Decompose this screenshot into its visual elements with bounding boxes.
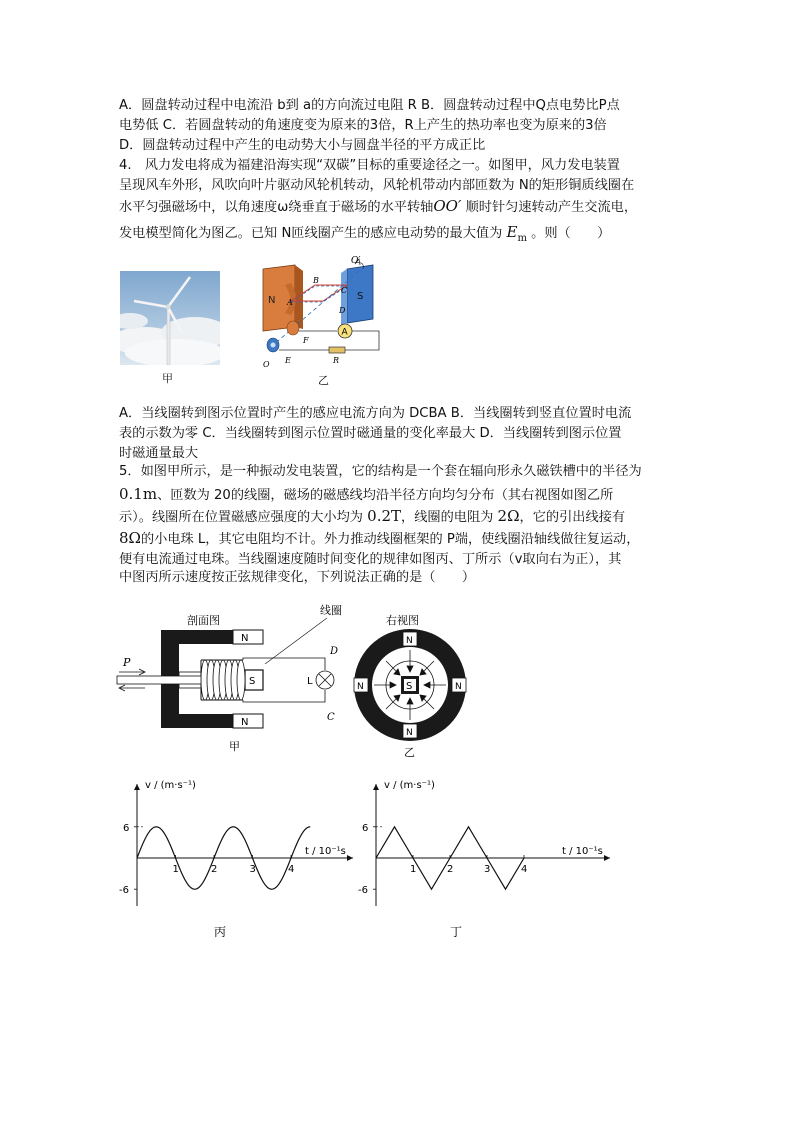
- x-tick-label: 2: [211, 864, 218, 875]
- x-axis-label: t / 10⁻¹s: [562, 846, 603, 857]
- magnet-n-bottom: N: [241, 717, 249, 728]
- x-tick-label: 3: [484, 864, 491, 875]
- y-tick-label: 6: [362, 822, 369, 834]
- velocity-chart-ding: [352, 780, 622, 950]
- q3-option-line-2: 电势低 C．若圆盘转动的角速度变为原来的3倍，R上产生的热功率也变为原来的3倍: [119, 118, 607, 133]
- chart-caption: 丙: [214, 925, 227, 939]
- magnet-s-label: S: [357, 291, 364, 302]
- axis-oo-prime: OO′: [433, 197, 462, 215]
- q4-option-line-1: A．当线圈转到图示位置时产生的感应电流方向为 DCBA B．当线圈转到竖直位置时电流: [119, 406, 632, 421]
- label-f: F: [303, 336, 309, 345]
- ring-n-left: N: [357, 682, 364, 692]
- ammeter-label: A: [341, 327, 348, 338]
- terminal-d: D: [330, 646, 339, 657]
- center-s-label: S: [406, 681, 413, 692]
- emf-max: $E_m$: [506, 223, 527, 244]
- fig-caption-jia-q5: 甲: [229, 740, 240, 753]
- q4-option-line-3: 时磁通量最大: [119, 446, 199, 461]
- magnet-n-top: N: [241, 633, 249, 644]
- q4-stem-line-2: 呈现风车外形，风吹向叶片驱动风轮机转动，风轮机带动内部匝数为 N的矩形铜质线圈在: [119, 178, 635, 193]
- magnet-s-center: S: [249, 676, 256, 687]
- q5-stem-line-5: 便有电流通过电珠。当线圈速度随时间变化的规律如图丙、丁所示（v取向右为正），其: [119, 552, 622, 567]
- x-tick-label: 3: [249, 864, 256, 875]
- vibration-generator-section: [115, 600, 355, 760]
- magnet-n-label: N: [268, 295, 276, 306]
- q3-option-line-1: A．圆盘转动过程中电流沿 b到 a的方向流过电阻 R B．圆盘转动过程中Q点电势比P点: [119, 98, 620, 113]
- q5-stem-line-4: 8Ω的小电珠 L，其它电阻均不计。外力推动线圈框架的 P端，使线圈沿轴线做往复运动，: [119, 529, 640, 547]
- velocity-chart-bing: [115, 780, 365, 950]
- fig-caption-yi-q5: 乙: [404, 746, 415, 759]
- y-axis-label: v / (m·s⁻¹): [145, 780, 196, 791]
- radial-magnet-right-view: [350, 610, 470, 760]
- resistor-r-label: R: [333, 356, 340, 365]
- x-tick-label: 4: [521, 864, 528, 875]
- label-e: E: [285, 356, 291, 365]
- q5-stem-line-2: 0.1m、匝数为 20的线圈，磁场的磁感线均沿半径方向均匀分布（其右视图如图乙所: [119, 485, 614, 503]
- label-o: O: [263, 360, 270, 369]
- coil-label-a: A: [287, 298, 293, 307]
- y-tick-label: -6: [119, 885, 129, 897]
- resistor-r: [329, 347, 345, 353]
- terminal-c: C: [327, 712, 335, 723]
- x-axis-arrow: [604, 855, 610, 861]
- coil-label-c: C: [341, 286, 348, 295]
- y-axis-label: v / (m·s⁻¹): [384, 780, 435, 791]
- q5-stem-line-1: 5．如图甲所示，是一种振动发电装置，它的结构是一个套在辐向形永久磁铁槽中的半径为: [119, 464, 642, 479]
- chart-caption: 丁: [450, 925, 463, 939]
- coil-callout-label: 线圈: [320, 604, 342, 617]
- x-tick-label: 4: [288, 864, 295, 875]
- q5-stem-line-3: 示）。线圈所在位置磁感应强度的大小均为 0.2T，线圈的电阻为 2Ω，它的引出线接有: [119, 507, 626, 525]
- axis-o-prime-label: O′: [351, 256, 361, 266]
- fig-caption-yi: 乙: [318, 374, 329, 387]
- q5-stem-line-6: 中图丙所示速度按正弦规律变化，下列说法正确的是（ ）: [119, 570, 476, 585]
- right-view-title: 右视图: [386, 614, 419, 627]
- y-tick-label: -6: [358, 885, 368, 897]
- y-axis-arrow: [134, 784, 140, 790]
- ring-n-right: N: [455, 682, 462, 692]
- q3-option-line-3: D．圆盘转动过程中产生的电动势大小与圆盘半径的平方成正比: [119, 138, 486, 153]
- section-view-title: 剖面图: [187, 614, 220, 627]
- fig-caption-jia: 甲: [162, 372, 173, 385]
- q4-stem-line-3: 水平匀强磁场中，以角速度ω绕垂直于磁场的水平转轴OO′ 顺时针匀速转动产生交流电，: [119, 197, 638, 215]
- x-axis-label: t / 10⁻¹s: [305, 846, 346, 857]
- ring-n-top: N: [406, 636, 413, 646]
- x-tick-label: 1: [172, 864, 179, 875]
- ring-n-bottom: N: [406, 728, 413, 738]
- wind-turbine-photo: [120, 271, 220, 365]
- x-tick-label: 1: [410, 864, 417, 875]
- y-tick-label: 6: [123, 822, 130, 834]
- coil-label-d: D: [339, 306, 346, 315]
- q4-option-line-2: 表的示数为零 C．当线圈转到图示位置时磁通量的变化率最大 D．当线圈转到图示位置: [119, 426, 622, 441]
- push-end-p: P: [123, 656, 131, 669]
- q4-stem-line-4: 发电模型简化为图乙。已知 N匝线圈产生的感应电动势的最大值为 $E_m$ 。则（ ）: [119, 223, 611, 244]
- x-tick-label: 2: [447, 864, 454, 875]
- bulb-l-label: L: [307, 676, 313, 687]
- generator-model-diagram: [255, 255, 385, 370]
- coil-label-b: B: [313, 276, 319, 285]
- q4-stem-line-1: 4. 风力发电将成为福建沿海实现“双碳”目标的重要途径之一。如图甲，风力发电装置: [119, 158, 620, 173]
- y-axis-arrow: [373, 784, 379, 790]
